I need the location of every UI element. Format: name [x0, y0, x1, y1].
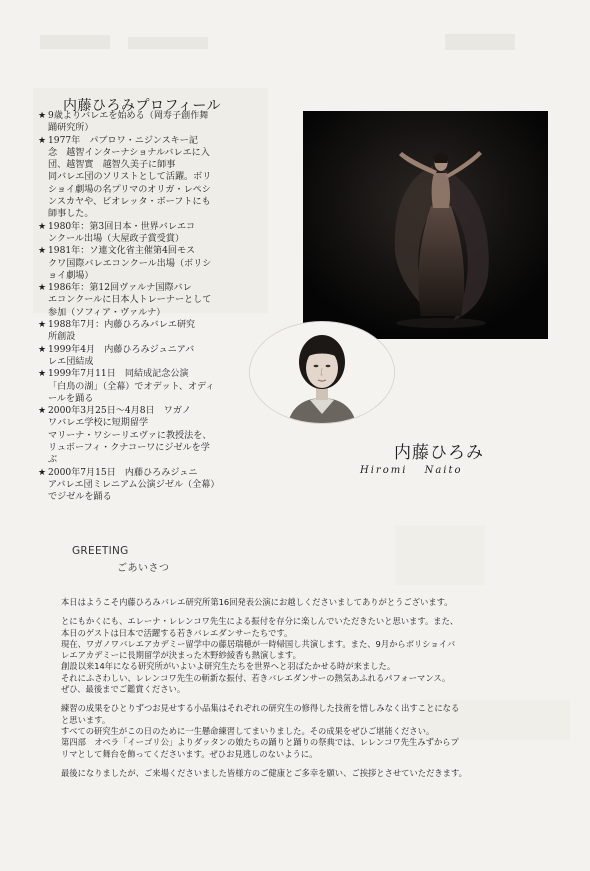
greeting-paragraph: [61, 703, 561, 759]
profile-entry: [38, 110, 260, 135]
profile-entry-line: マリーナ・ワシーリエヴァに教授法を、: [48, 430, 212, 441]
greeting-line: 創設以来14年になる研究所がいよいよ研究生たちを世界へと羽ばたかせる時が来ました。: [61, 661, 396, 672]
profile-entry: [38, 282, 260, 319]
dancer-silhouette: [303, 111, 548, 339]
greeting-line: 練習の成果をひとりずつお見せする小品集はそれぞれの研究生の修得した技術を惜しみなく出すことになる: [61, 703, 460, 714]
profile-entry-line: 1980年：第3回日本・世界バレエコ: [48, 221, 196, 232]
profile-list: [38, 110, 260, 504]
profile-entry-line: 9歳よりバレエを始める（岡寿子創作舞: [48, 111, 209, 121]
profile-entry: [38, 467, 260, 504]
greeting-line: 本日のゲストは日本で活躍する若きバレエダンサーたちです。: [61, 627, 293, 638]
profile-entry: [38, 344, 260, 369]
profile-entry-line: ンスカヤや、ビオレッタ・ボーフトにも: [48, 197, 211, 208]
profile-entry-line: レエ団結成: [48, 356, 94, 367]
performer-name-japanese: 内藤ひろみ: [394, 443, 484, 463]
star-bullet-icon: ★: [38, 406, 47, 417]
star-bullet-icon: ★: [38, 221, 47, 232]
profile-entry-line: エコンクールに日本人トレーナーとして: [48, 295, 212, 306]
bleed-through-mark: [395, 525, 485, 585]
profile-entry-line: 2000年3月25日～4月8日 ワガノ: [48, 406, 192, 417]
profile-entry-line: 念 越智インターナショナルバレエに入: [48, 147, 210, 158]
profile-entry-line: 1977年 パブロワ・ニジンスキー記: [48, 135, 198, 146]
profile-entry: [38, 221, 260, 246]
profile-entry-line: ぶ: [48, 455, 58, 466]
greeting-line: 最後になりましたが、ご来場くださいました皆様方のご健康とご多幸を願い、ご挨拶とさせていただきます。: [61, 767, 467, 778]
portrait-figure: [250, 322, 394, 423]
profile-entry-line: アバレエ団ミレニアム公演ジゼル（全幕）: [48, 479, 220, 490]
profile-entry: [38, 368, 260, 405]
profile-entry-line: 1999年7月11日 同結成記念公演: [48, 369, 189, 380]
profile-entry-line: リュボーフィ・クナコーワにジゼルを学: [48, 443, 210, 454]
profile-entry-line: 1981年：ソ連文化省主催第4回モス: [48, 246, 196, 257]
profile-entry: [38, 319, 260, 344]
profile-entry-line: 所創設: [48, 332, 76, 343]
portrait-photo: [250, 322, 394, 423]
performer-name-romaji: Hiromi Naito: [360, 465, 463, 476]
greeting-line: レエアカデミーに長期留学が決まった木野紗綾香も熱演します。: [61, 650, 301, 661]
star-bullet-icon: ★: [38, 135, 47, 146]
profile-entry-line: 1986年：第12回ヴァルナ国際バレ: [48, 283, 192, 294]
star-bullet-icon: ★: [38, 344, 47, 355]
profile-entry-line: ョイ劇場）: [48, 270, 94, 281]
profile-entry-line: 2000年7月15日 内藤ひろみジュニ: [48, 467, 198, 478]
greeting-title-japanese: ごあいさつ: [117, 563, 170, 574]
profile-entry-line: 踊研究所）: [48, 123, 94, 134]
bleed-through-mark: [40, 35, 110, 49]
profile-entry-line: 団、越智實 越智久美子に師事: [48, 160, 176, 171]
greeting-line: 第四部 オペラ「イーゴリ公」よりダッタンの娘たちの踊りと踊りの祭典では、レレンコワ先生みずからプ: [61, 737, 459, 748]
profile-title: 内藤ひろみプロフィール: [63, 98, 222, 114]
profile-entry-line: ワバレエ学校に短期留学: [48, 418, 149, 429]
profile-entry-line: 同バレエ団のソリストとして活躍。ボリ: [48, 172, 212, 183]
greeting-line: 本日はようこそ内藤ひろみバレエ研究所第16回発表公演にお越しくださいましてありがとうございます。: [61, 597, 453, 607]
profile-entry: [38, 405, 260, 466]
greeting-line: 現在、ワガノワバレエアカデミー留学中の藤居瑞穂が一時帰国し共演します。また、9月からボリショイバ: [61, 638, 456, 649]
profile-entry-line: 1999年4月 内藤ひろみジュニアバ: [48, 344, 195, 355]
greeting-paragraph: [61, 597, 561, 608]
profile-entry-line: でジゼルを踊る: [48, 492, 112, 503]
greeting-paragraph: [61, 616, 561, 695]
profile-entry: [38, 135, 260, 221]
profile-entry-line: 「白鳥の湖」（全幕）でオデット、オディ: [48, 381, 215, 392]
profile-entry-line: ールを踊る: [48, 393, 94, 404]
greeting-body: [61, 597, 561, 787]
profile-entry-line: 1988年7月：内藤ひろみバレエ研究: [48, 320, 196, 331]
profile-entry-line: ンクール出場（大屋政子賞受賞）: [48, 233, 185, 244]
stage-performance-photo: [303, 111, 548, 339]
greeting-line: リマとして舞台を飾ってくださいます。ぜひお見逃しのないように。: [61, 748, 318, 759]
greeting-line: ぜひ、最後までご鑑賞ください。: [61, 684, 186, 695]
profile-entry-line: 参加（ソフィア・ヴァルナ）: [48, 307, 166, 318]
star-bullet-icon: ★: [38, 246, 47, 257]
star-bullet-icon: ★: [38, 111, 47, 121]
profile-entry-line: ショイ劇場の名プリマのオリガ・レペシ: [48, 184, 211, 195]
greeting-line: それにふさわしい、レレンコワ先生の斬新な振付、若きバレエダンサーの熱気あふれるパフォーマンス。: [61, 672, 451, 683]
star-bullet-icon: ★: [38, 467, 47, 478]
profile-entry-line: クワ国際バレエコンクール出場（ボリシ: [48, 258, 212, 269]
greeting-line: とにもかくにも、エレーナ・レレンコワ先生による振付を存分に楽しんでいただきたいと思います。また、: [61, 616, 459, 627]
star-bullet-icon: ★: [38, 369, 47, 380]
profile-entry: [38, 245, 260, 282]
star-bullet-icon: ★: [38, 320, 47, 331]
greeting-paragraph: [61, 768, 561, 779]
star-bullet-icon: ★: [38, 283, 47, 294]
bleed-through-mark: [445, 34, 515, 50]
bleed-through-mark: [128, 37, 208, 49]
greeting-line: すべての研究生がこの日のために一生懸命練習してまいりました。その成果をぜひご堪能ください。: [61, 725, 435, 736]
greeting-line: と思います。: [61, 714, 111, 725]
greeting-title-english: GREETING: [72, 545, 129, 557]
profile-entry-line: 師事した。: [48, 209, 94, 220]
